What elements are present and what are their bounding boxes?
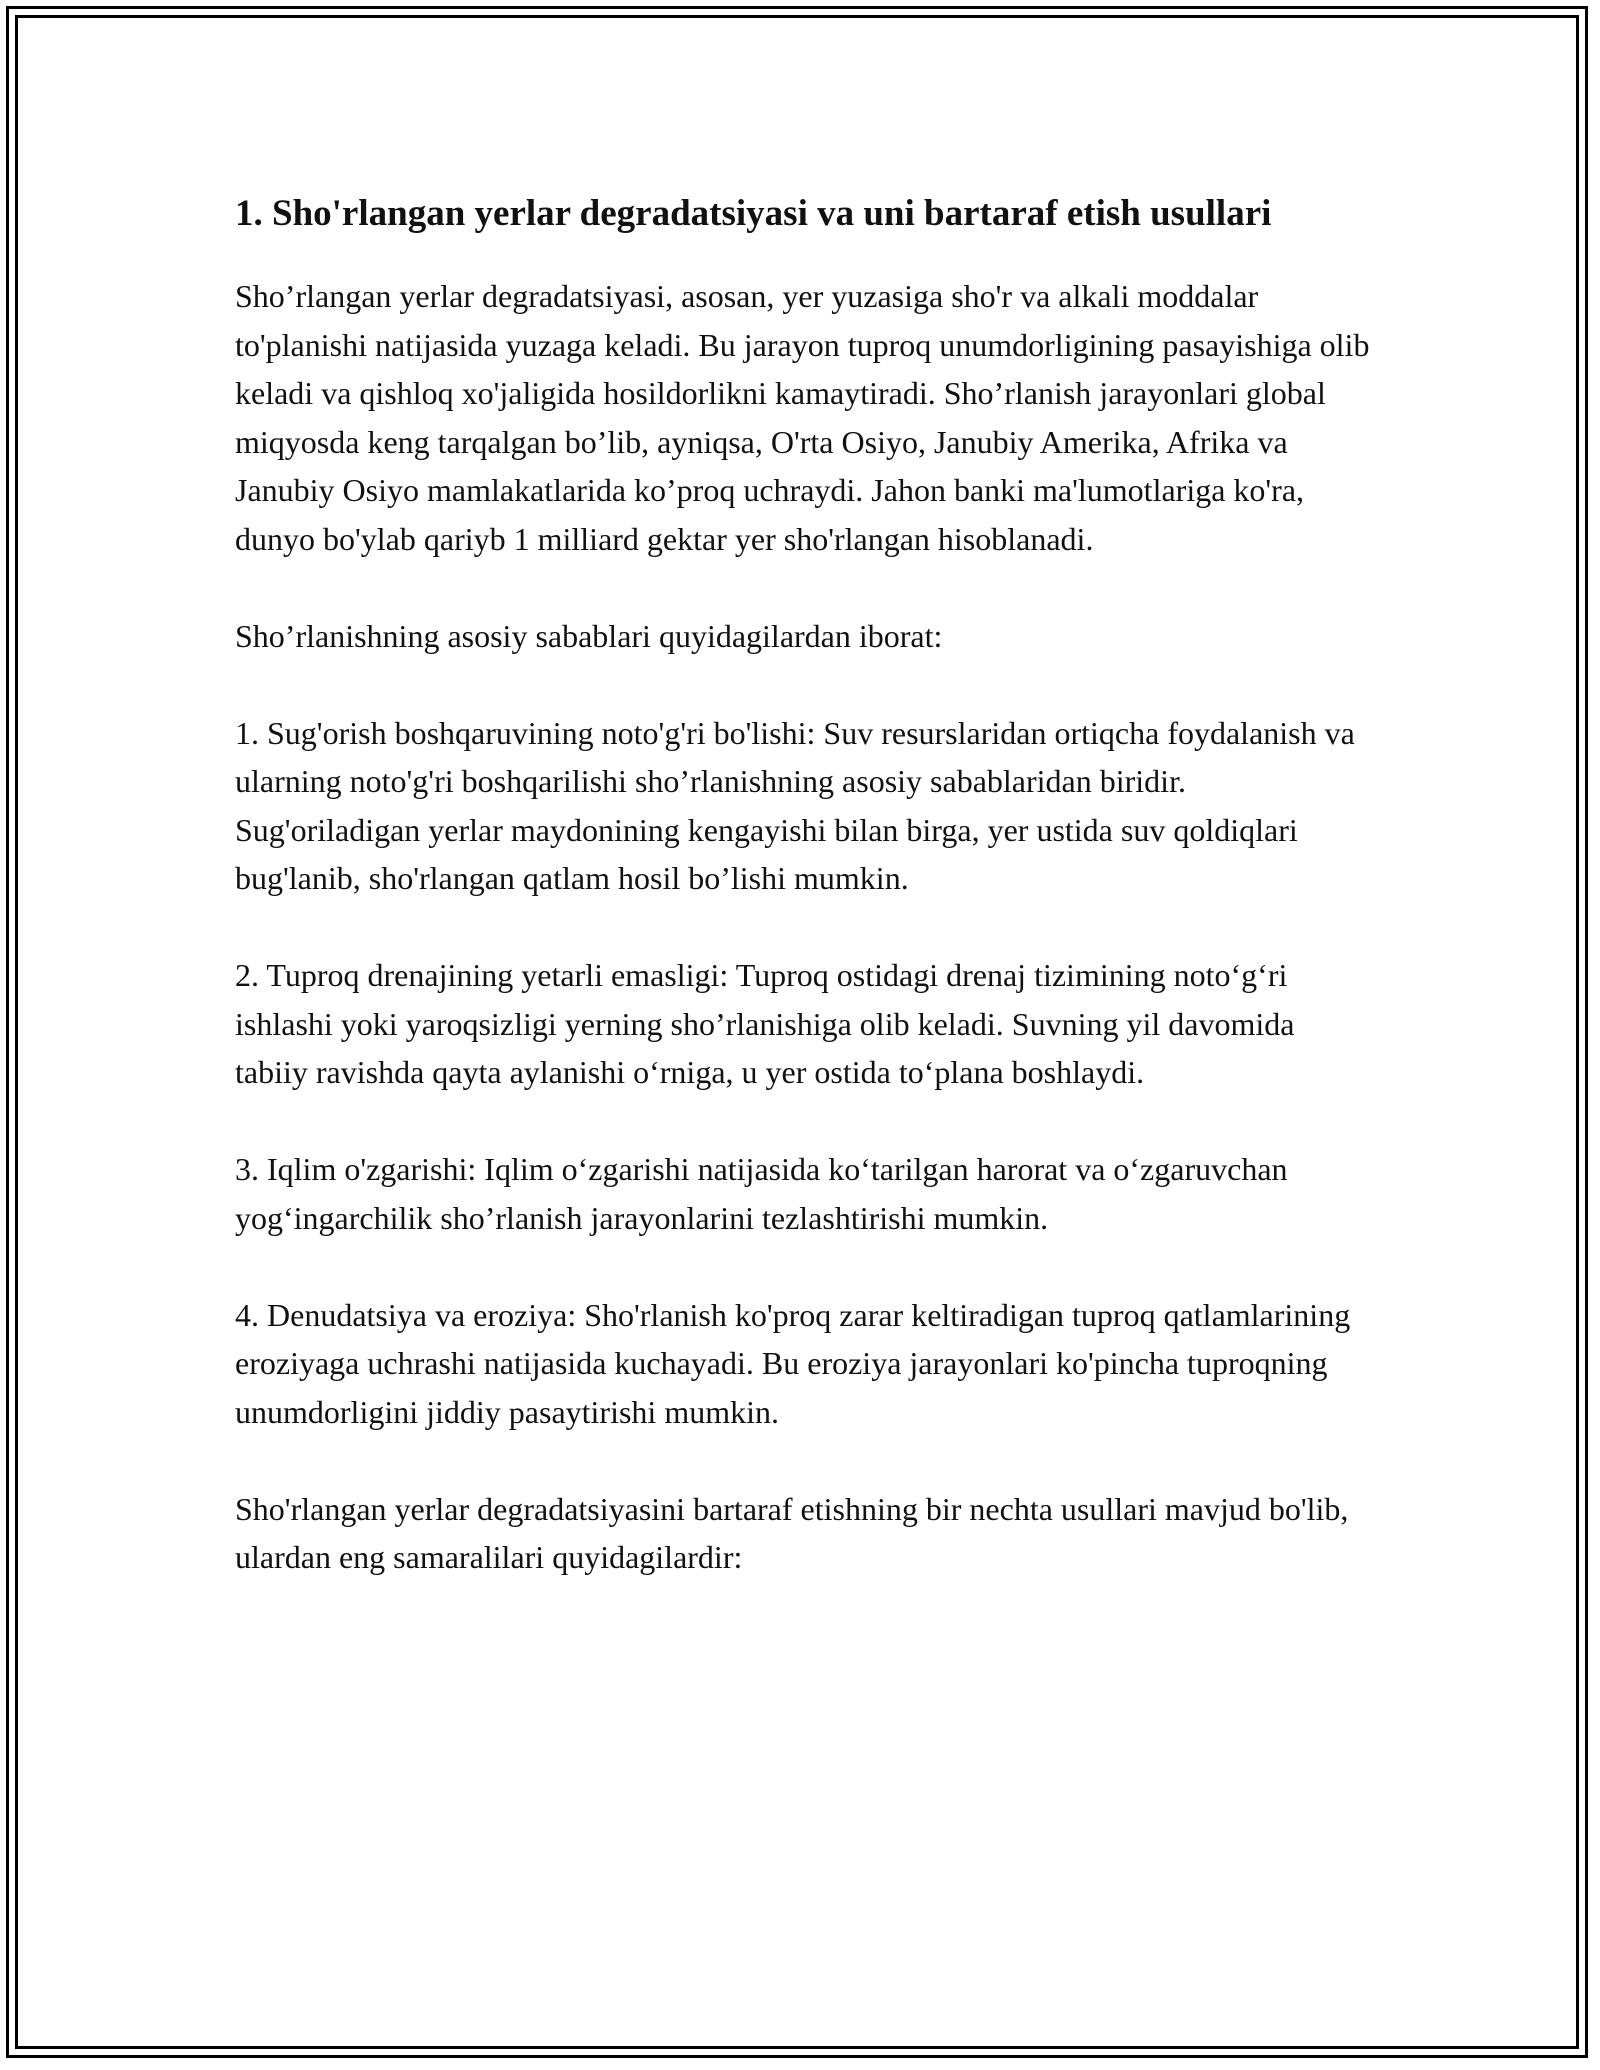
section-title: 1. Sho'rlangan yerlar degradatsiyasi va uni bartaraf etish usullari (235, 193, 1272, 234)
paragraph-causes-lead: Sho’rlanishning asosiy sabablari quyidagilardan iborat: (235, 617, 943, 654)
paragraph-intro: Sho’rlangan yerlar degradatsiyasi, asosan, yer yuzasiga sho'r va alkali moddalar to'planishi natijasida yuzaga keladi. Bu jarayon tuproq unumdorligining pasayishiga olib keladi va qishloq xo'jaligida hosildorlikni kamaytiradi. Sho’rlanish jarayonlari global miqyosda keng tarqalgan bo’lib, ayniqsa, O'rta Osiyo, Janubiy Amerika, Afrika va Janubiy Osiyo mamlakatlarida ko’proq uchraydi. Jahon banki ma'lumotlariga ko'ra, dunyo bo'ylab qariyb 1 milliard gektar yer sho'rlangan hisoblanadi. (235, 278, 1370, 557)
document-body (235, 186, 1375, 1630)
paragraph-cause-1: 1. Sug'orish boshqaruvining noto'g'ri bo'lishi: Suv resurslaridan ortiqcha foydalanish va ularning noto'g'ri boshqarilishi sho’rlanishning asosiy sabablaridan biridir. Sug'oriladigan yerlar maydonining kengayishi bilan birga, yer ustida suv qoldiqlari bug'lanib, sho'rlangan qatlam hosil bo’lishi mumkin. (235, 714, 1355, 896)
paragraph-cause-2: 2. Tuproq drenajining yetarli emasligi: Tuproq ostidagi drenaj tizimining noto‘g‘ri ishlashi yoki yaroqsizligi yerning sho’rlanishiga olib keladi. Suvning yil davomida tabiiy ravishda qayta aylanishi o‘rniga, u yer ostida to‘plana boshlaydi. (235, 957, 1295, 1090)
paragraph-cause-3: 3. Iqlim o'zgarishi: Iqlim o‘zgarishi natijasida ko‘tarilgan harorat va o‘zgaruvchan yog‘ingarchilik sho’rlanish jarayonlarini tezlashtirishi mumkin. (235, 1151, 1288, 1236)
paragraph-remedies-lead: Sho'rlangan yerlar degradatsiyasini bartaraf etishning bir nechta usullari mavjud bo'lib, ulardan eng samaralilari quyidagilardir: (235, 1490, 1349, 1575)
paragraph-cause-4: 4. Denudatsiya va eroziya: Sho'rlanish ko'proq zarar keltiradigan tuproq qatlamlarining eroziyaga uchrashi natijasida kuchayadi. Bu eroziya jarayonlari ko'pincha tuproqning unumdorligini jiddiy pasaytirishi mumkin. (235, 1296, 1351, 1430)
